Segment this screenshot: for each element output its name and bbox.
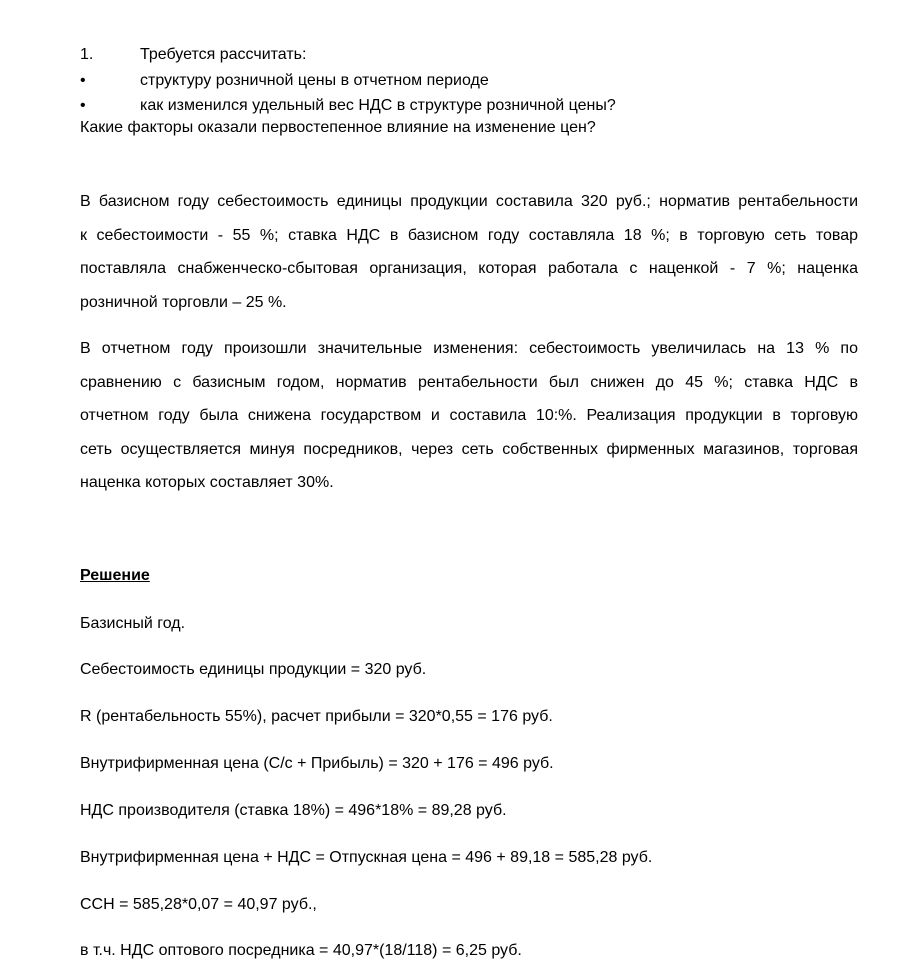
paragraph-line: поставляла снабженческо-сбытовая организация, которая работала с наценкой - 7 %; наценка bbox=[80, 260, 858, 277]
paragraph-line: сравнению с базисным годом, норматив рентабельности был снижен до 45 %; ставка НДС в bbox=[80, 373, 858, 391]
solution-line: ССН = 585,28*0,07 = 40,97 руб., bbox=[80, 896, 317, 913]
report-year-paragraph bbox=[80, 339, 858, 507]
solution-heading: Решение bbox=[80, 567, 150, 584]
solution-line: R (рентабельность 55%), расчет прибыли = 320*0,55 = 176 руб. bbox=[80, 708, 553, 725]
task-question: Какие факторы оказали первостепенное влияние на изменение цен? bbox=[80, 119, 596, 136]
paragraph-line: отчетном году была снижена государством и составила 10:%. Реализация продукции в торговую bbox=[80, 407, 858, 424]
paragraph-line: наценка которых составляет 30%. bbox=[80, 474, 334, 491]
list-item: как изменился удельный вес НДС в структуре розничной цены? bbox=[140, 97, 616, 114]
list-item: Требуется рассчитать: bbox=[140, 46, 307, 63]
solution-line: НДС производителя (ставка 18%) = 496*18% = 89,28 руб. bbox=[80, 802, 507, 819]
solution-line: Базисный год. bbox=[80, 615, 186, 632]
paragraph-line: сеть осуществляется минуя посредников, через сеть собственных фирменных магазинов, торговая bbox=[80, 440, 858, 458]
solution-line: в т.ч. НДС оптового посредника = 40,97*(18/118) = 6,25 руб. bbox=[80, 942, 522, 959]
paragraph-line: розничной торговли – 25 %. bbox=[80, 293, 287, 311]
paragraph-line: В отчетном году произошли значительные изменения: себестоимость увеличилась на 13 % по bbox=[80, 340, 858, 357]
list-marker: 1. bbox=[80, 46, 94, 63]
list-marker: • bbox=[80, 72, 86, 89]
base-year-paragraph bbox=[80, 192, 858, 326]
solution-line: Внутрифирменная цена + НДС = Отпускная цена = 496 + 89,18 = 585,28 руб. bbox=[80, 849, 653, 866]
solution-line: Себестоимость единицы продукции = 320 руб. bbox=[80, 661, 427, 678]
list-item: структуру розничной цены в отчетном периоде bbox=[140, 72, 489, 89]
solution-line: Внутрифирменная цена (С/с + Прибыль) = 320 + 176 = 496 руб. bbox=[80, 755, 554, 772]
paragraph-line: к себестоимости - 55 %; ставка НДС в базисном году составляла 18 %; в торговую сеть товар bbox=[80, 226, 858, 244]
paragraph-line: В базисном году себестоимость единицы продукции составила 320 руб.; норматив рентабельности bbox=[80, 193, 858, 210]
list-marker: • bbox=[80, 97, 86, 114]
